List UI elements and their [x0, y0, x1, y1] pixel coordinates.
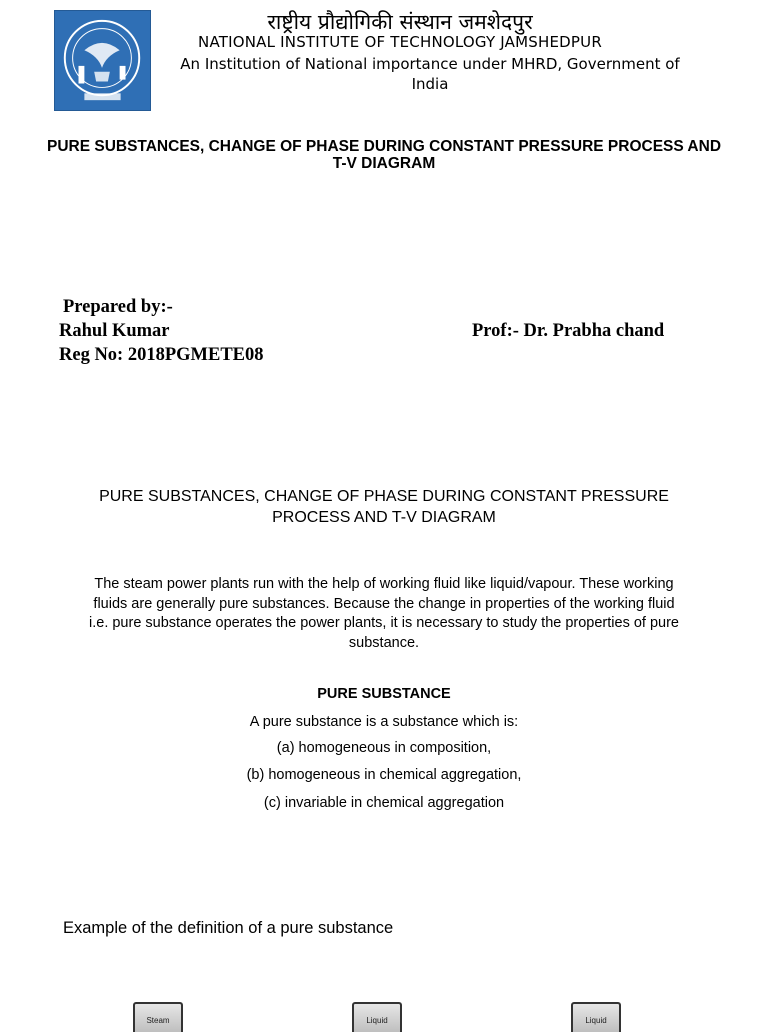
- vessel-label: Liquid: [585, 1016, 607, 1025]
- author-name: Rahul Kumar: [59, 321, 170, 341]
- definition-line: (c) invariable in chemical aggregation: [263, 795, 505, 811]
- definition-line: (b) homogeneous in chemical aggregation,: [246, 767, 522, 783]
- section-title: PURE SUBSTANCES, CHANGE OF PHASE DURING CONSTANT PRESSURE PROCESS AND T-V DIAGRAM: [99, 488, 669, 526]
- vessel-icon: [352, 1002, 402, 1032]
- institute-name: NATIONAL INSTITUTE OF TECHNOLOGY JAMSHEDPUR: [198, 33, 602, 51]
- example-heading: Example of the definition of a pure substance: [63, 919, 394, 937]
- intro-paragraph: The steam power plants run with the help of working fluid like liquid/vapour. These working fluids are generally pure substances. Because the change in properties of the working fluid i.e. pure substance operates the power plants, it is necessary to study the properties of pure substance.: [89, 576, 679, 651]
- institute-hindi-name: राष्ट्रीय प्रौद्योगिकी संस्थान जमशेदपुर: [267, 10, 533, 34]
- vessel-icon: [571, 1002, 621, 1032]
- institute-emblem-icon: [54, 10, 151, 111]
- vessel-label: Liquid: [366, 1016, 388, 1025]
- definition-line: A pure substance is a substance which is:: [249, 714, 519, 730]
- prepared-by-label: Prepared by:-: [63, 297, 173, 317]
- institute-subtitle: An Institution of National importance under MHRD, Government of India: [180, 55, 680, 93]
- vessel-label: Steam: [146, 1016, 170, 1025]
- vessel-icon: [133, 1002, 183, 1032]
- professor-name: Prof:- Dr. Prabha chand: [472, 321, 665, 341]
- registration-number: Reg No: 2018PGMETE08: [59, 345, 264, 365]
- document-title: PURE SUBSTANCES, CHANGE OF PHASE DURING CONSTANT PRESSURE PROCESS AND T-V DIAGRAM: [46, 138, 722, 172]
- definition-line: (a) homogeneous in composition,: [276, 740, 492, 756]
- pure-substance-heading: PURE SUBSTANCE: [317, 686, 451, 702]
